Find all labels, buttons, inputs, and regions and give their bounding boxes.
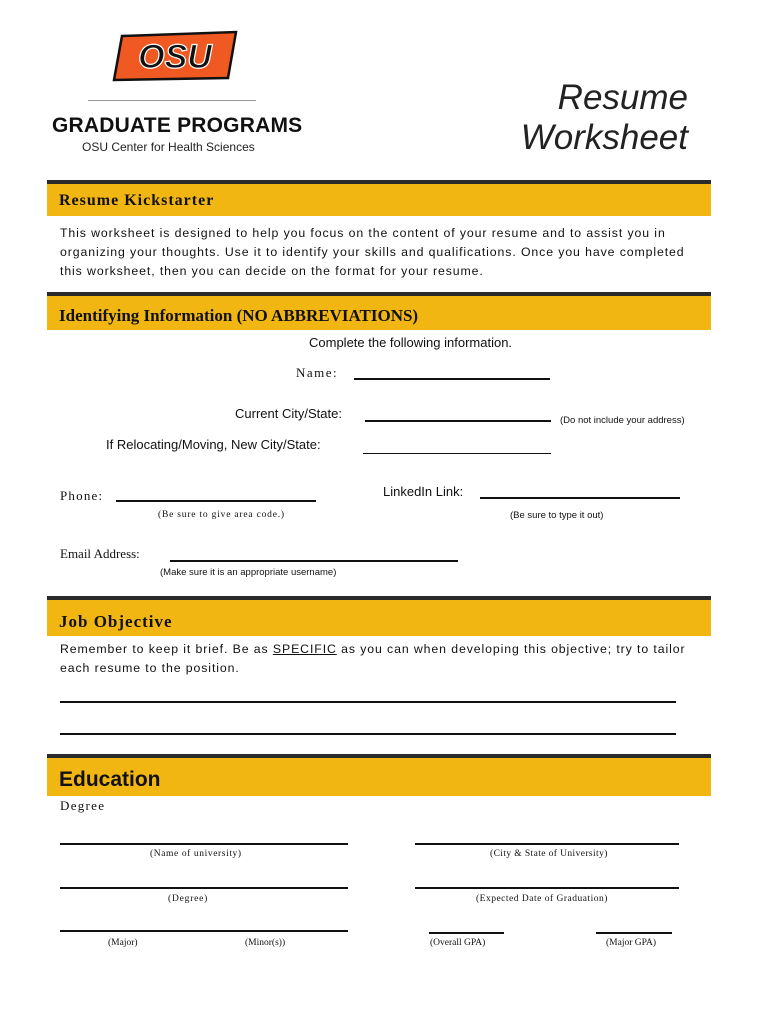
worksheet-title-line1: Resume (557, 78, 688, 117)
education-heading: Education (47, 758, 711, 796)
objective-line-2[interactable] (60, 733, 676, 735)
name-label: Name: (296, 365, 339, 380)
osu-logo-text: OSU (138, 38, 212, 76)
kickstarter-section-header (47, 180, 711, 216)
email-field[interactable] (170, 560, 458, 562)
objective-text-before: Remember to keep it brief. Be as (60, 642, 273, 656)
city-field[interactable] (365, 420, 551, 422)
program-subtitle: OSU Center for Health Sciences (82, 140, 255, 154)
program-title: GRADUATE PROGRAMS (52, 114, 303, 137)
logo-divider (88, 100, 256, 101)
kickstarter-heading: Resume Kickstarter (47, 184, 711, 216)
objective-heading: Job Objective (47, 600, 711, 636)
city-state-note: (City & State of University) (490, 849, 608, 859)
email-label: Email Address: (60, 546, 140, 561)
linkedin-note: (Be sure to type it out) (510, 510, 604, 521)
minor-note: (Minor(s)) (245, 938, 286, 948)
relocating-label: If Relocating/Moving, New City/State: (106, 437, 321, 452)
degree-note: (Degree) (168, 894, 209, 904)
objective-text (60, 640, 700, 678)
objective-text-after: as you can when developing this objective; try to tailor each resume to the position. (60, 642, 686, 675)
worksheet-title-line2: Worksheet (520, 118, 688, 157)
phone-note: (Be sure to give area code.) (158, 510, 285, 520)
major-minor-field[interactable] (60, 930, 348, 932)
phone-label: Phone: (60, 488, 104, 503)
city-label: Current City/State: (235, 406, 342, 421)
name-field[interactable] (354, 378, 550, 380)
education-section-header (47, 754, 711, 796)
identifying-section-header (47, 292, 711, 330)
linkedin-label: LinkedIn Link: (383, 484, 464, 499)
identifying-intro: Complete the following information. (309, 335, 513, 350)
linkedin-field[interactable] (480, 497, 680, 499)
university-field[interactable] (60, 843, 348, 845)
overall-gpa-note: (Overall GPA) (430, 938, 486, 948)
city-state-field[interactable] (415, 843, 679, 845)
degree-label: Degree (60, 798, 106, 813)
phone-field[interactable] (116, 500, 316, 502)
relocating-field[interactable] (363, 453, 551, 454)
overall-gpa-field[interactable] (429, 932, 504, 934)
objective-line-1[interactable] (60, 701, 676, 703)
graduation-note: (Expected Date of Graduation) (476, 894, 608, 904)
city-note: (Do not include your address) (560, 415, 685, 426)
graduation-field[interactable] (415, 887, 679, 889)
worksheet-title (521, 78, 688, 158)
objective-text-emphasis: SPECIFIC (272, 642, 337, 656)
degree-field[interactable] (60, 887, 348, 889)
email-note: (Make sure it is an appropriate username) (160, 567, 337, 578)
major-note: (Major) (108, 938, 138, 948)
osu-logo-mark (112, 30, 238, 82)
kickstarter-text: This worksheet is designed to help you focus on the content of your resume and to assist you in organizing your thoughts. Use it to identify your skills and qualifications. Once you have completed this worksheet, then you can decide on the format for your resume. (60, 226, 685, 278)
university-note: (Name of university) (150, 849, 242, 859)
osu-logo (112, 30, 238, 82)
identifying-heading: Identifying Information (NO ABBREVIATIONS) (47, 296, 711, 330)
major-gpa-note: (Major GPA) (606, 938, 657, 948)
objective-section-header (47, 596, 711, 636)
major-gpa-field[interactable] (596, 932, 672, 934)
